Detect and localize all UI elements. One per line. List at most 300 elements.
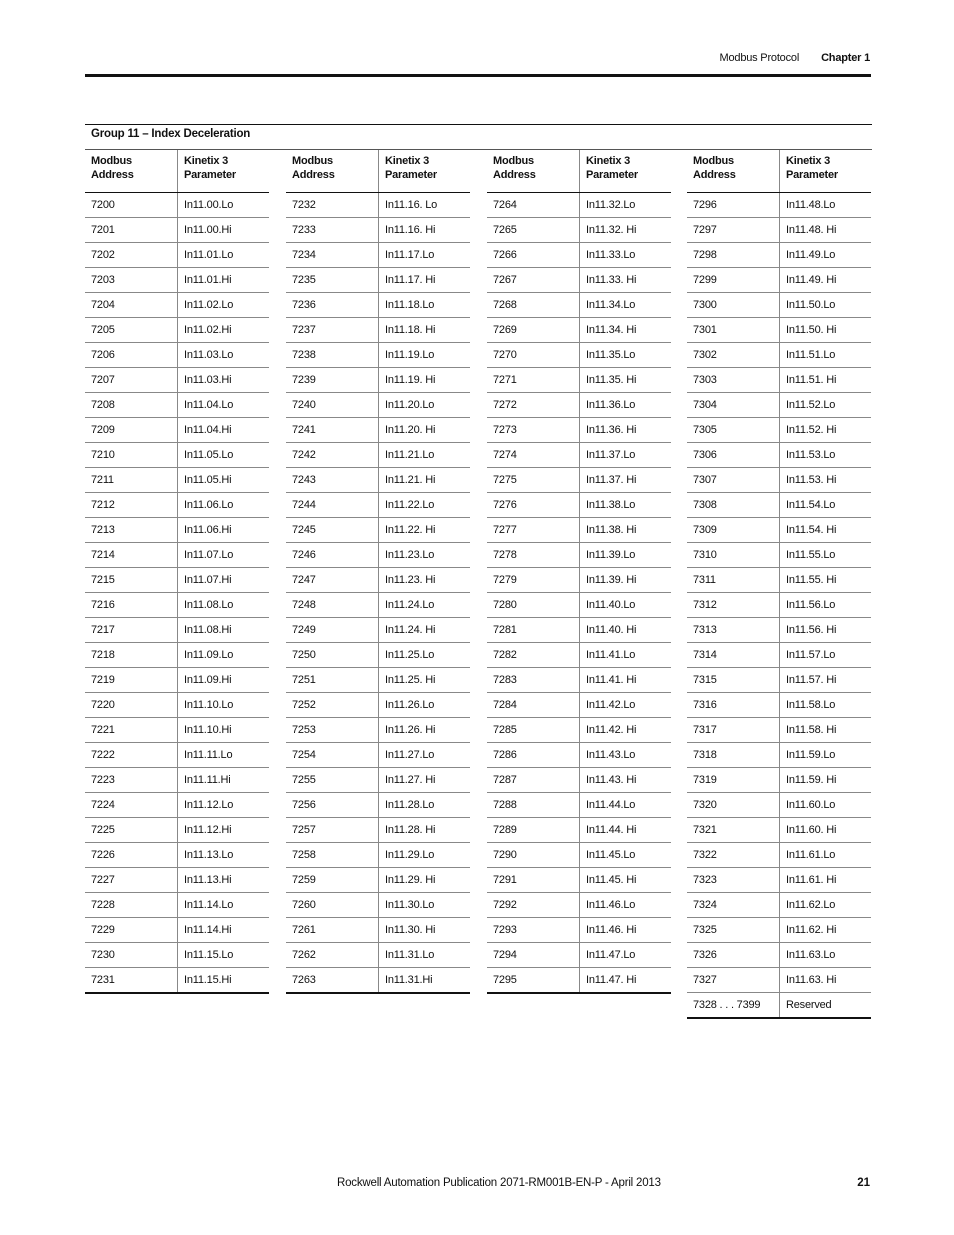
kinetix-parameter-cell: In11.44. Hi — [580, 818, 672, 843]
table-row — [85, 893, 269, 918]
modbus-address-cell: 7311 — [687, 568, 780, 593]
table-row — [286, 568, 470, 593]
kinetix-parameter-cell: In11.48. Hi — [780, 218, 872, 243]
table-row — [487, 443, 671, 468]
kinetix-parameter-cell: In11.04.Hi — [178, 418, 270, 443]
modbus-address-cell: 7235 — [286, 268, 379, 293]
table-row — [286, 693, 470, 718]
kinetix-parameter-cell: In11.38.Lo — [580, 493, 672, 518]
kinetix-parameter-cell: In11.30. Hi — [379, 918, 471, 943]
modbus-address-cell: 7216 — [85, 593, 178, 618]
table-row — [85, 443, 269, 468]
kinetix-parameter-cell: In11.50. Hi — [780, 318, 872, 343]
modbus-address-cell: 7265 — [487, 218, 580, 243]
table-row — [286, 893, 470, 918]
table-row — [487, 718, 671, 743]
modbus-address-cell: 7283 — [487, 668, 580, 693]
kinetix-parameter-cell: In11.16. Hi — [379, 218, 471, 243]
table-row — [85, 218, 269, 243]
table-row — [85, 643, 269, 668]
kinetix-parameter-cell: In11.10.Hi — [178, 718, 270, 743]
table-row — [286, 493, 470, 518]
modbus-address-cell: 7292 — [487, 893, 580, 918]
table-row — [286, 468, 470, 493]
kinetix-parameter-cell: In11.53. Hi — [780, 468, 872, 493]
kinetix-parameter-cell: In11.19. Hi — [379, 368, 471, 393]
modbus-address-cell: 7238 — [286, 343, 379, 368]
kinetix-parameter-cell: In11.32. Hi — [580, 218, 672, 243]
modbus-address-cell: 7237 — [286, 318, 379, 343]
table-row — [85, 193, 269, 218]
kinetix-parameter-cell: In11.41. Hi — [580, 668, 672, 693]
table-row — [85, 368, 269, 393]
table-row — [85, 468, 269, 493]
kinetix-parameter-cell: In11.58. Hi — [780, 718, 872, 743]
kinetix-parameter-cell: In11.46.Lo — [580, 893, 672, 918]
kinetix-parameter-cell: In11.14.Hi — [178, 918, 270, 943]
kinetix-parameter-cell: In11.07.Hi — [178, 568, 270, 593]
modbus-address-cell: 7236 — [286, 293, 379, 318]
table-row — [687, 868, 871, 893]
modbus-address-cell: 7244 — [286, 493, 379, 518]
table-row — [286, 818, 470, 843]
kinetix-parameter-cell: In11.40. Hi — [580, 618, 672, 643]
table-row — [487, 643, 671, 668]
table-row — [85, 268, 269, 293]
table-row — [687, 193, 871, 218]
kinetix-parameter-cell: In11.54.Lo — [780, 493, 872, 518]
modbus-address-cell: 7201 — [85, 218, 178, 243]
modbus-address-cell: 7280 — [487, 593, 580, 618]
modbus-address-cell: 7277 — [487, 518, 580, 543]
modbus-address-cell: 7231 — [85, 968, 178, 994]
table-row — [85, 293, 269, 318]
modbus-address-cell: 7219 — [85, 668, 178, 693]
modbus-address-cell: 7319 — [687, 768, 780, 793]
kinetix-parameter-cell: In11.08.Hi — [178, 618, 270, 643]
kinetix-parameter-cell: In11.35.Lo — [580, 343, 672, 368]
kinetix-parameter-cell: In11.29.Lo — [379, 843, 471, 868]
table-row — [487, 343, 671, 368]
modbus-address-cell: 7240 — [286, 393, 379, 418]
kinetix-parameter-cell: In11.13.Hi — [178, 868, 270, 893]
kinetix-parameter-cell: In11.59. Hi — [780, 768, 872, 793]
kinetix-parameter-cell: In11.51.Lo — [780, 343, 872, 368]
table-row — [487, 293, 671, 318]
kinetix-parameter-cell: In11.00.Lo — [178, 193, 270, 218]
table-row — [286, 243, 470, 268]
modbus-address-cell: 7328 . . . 7399 — [687, 993, 780, 1019]
modbus-address-cell: 7315 — [687, 668, 780, 693]
modbus-address-cell: 7217 — [85, 618, 178, 643]
modbus-address-cell: 7314 — [687, 643, 780, 668]
modbus-address-cell: 7255 — [286, 768, 379, 793]
header-kinetix-parameter: Kinetix 3 Parameter — [379, 150, 471, 193]
kinetix-parameter-cell: In11.39. Hi — [580, 568, 672, 593]
modbus-address-cell: 7317 — [687, 718, 780, 743]
kinetix-parameter-cell: In11.39.Lo — [580, 543, 672, 568]
running-header — [720, 52, 870, 64]
kinetix-parameter-cell: In11.49.Lo — [780, 243, 872, 268]
modbus-address-cell: 7295 — [487, 968, 580, 994]
modbus-address-cell: 7257 — [286, 818, 379, 843]
table-row — [687, 743, 871, 768]
table-row — [286, 418, 470, 443]
modbus-address-cell: 7281 — [487, 618, 580, 643]
table-column-group-2 — [286, 150, 470, 994]
kinetix-parameter-cell: In11.60. Hi — [780, 818, 872, 843]
table-row — [487, 968, 671, 994]
table-row — [487, 468, 671, 493]
kinetix-parameter-cell: In11.59.Lo — [780, 743, 872, 768]
kinetix-parameter-cell: In11.63. Hi — [780, 968, 872, 993]
table-row — [286, 543, 470, 568]
table-top-rule — [85, 124, 872, 125]
modbus-address-cell: 7284 — [487, 693, 580, 718]
modbus-address-cell: 7321 — [687, 818, 780, 843]
modbus-address-cell: 7241 — [286, 418, 379, 443]
modbus-address-cell: 7313 — [687, 618, 780, 643]
table-row — [85, 518, 269, 543]
modbus-address-cell: 7233 — [286, 218, 379, 243]
table-header-row — [487, 150, 671, 193]
table-row — [687, 943, 871, 968]
kinetix-parameter-cell: In11.03.Lo — [178, 343, 270, 368]
table-row — [85, 868, 269, 893]
kinetix-parameter-cell: In11.46. Hi — [580, 918, 672, 943]
table-column-group-4 — [687, 150, 871, 1019]
kinetix-parameter-cell: In11.35. Hi — [580, 368, 672, 393]
header-modbus-address: Modbus Address — [85, 150, 178, 193]
table-row — [85, 393, 269, 418]
modbus-address-cell: 7232 — [286, 193, 379, 218]
kinetix-parameter-cell: In11.31.Hi — [379, 968, 471, 994]
table-row — [85, 593, 269, 618]
table-row — [85, 743, 269, 768]
kinetix-parameter-cell: In11.12.Lo — [178, 793, 270, 818]
modbus-address-cell: 7301 — [687, 318, 780, 343]
kinetix-parameter-cell: In11.33. Hi — [580, 268, 672, 293]
modbus-address-cell: 7275 — [487, 468, 580, 493]
modbus-address-cell: 7230 — [85, 943, 178, 968]
page-number: 21 — [857, 1177, 870, 1189]
parameter-table — [687, 150, 871, 1019]
footer-publication: Rockwell Automation Publication 2071-RM001B-EN-P - April 2013 — [337, 1177, 661, 1189]
table-row — [487, 268, 671, 293]
table-row — [85, 968, 269, 994]
kinetix-parameter-cell: In11.29. Hi — [379, 868, 471, 893]
modbus-address-cell: 7320 — [687, 793, 780, 818]
table-row — [286, 393, 470, 418]
kinetix-parameter-cell: In11.09.Lo — [178, 643, 270, 668]
kinetix-parameter-cell: In11.32.Lo — [580, 193, 672, 218]
table-row — [286, 318, 470, 343]
modbus-address-cell: 7282 — [487, 643, 580, 668]
modbus-address-cell: 7223 — [85, 768, 178, 793]
modbus-address-cell: 7261 — [286, 918, 379, 943]
table-row — [286, 743, 470, 768]
modbus-address-cell: 7285 — [487, 718, 580, 743]
kinetix-parameter-cell: In11.61. Hi — [780, 868, 872, 893]
table-row — [487, 843, 671, 868]
kinetix-parameter-cell: In11.11.Hi — [178, 768, 270, 793]
kinetix-parameter-cell: In11.10.Lo — [178, 693, 270, 718]
table-row — [286, 643, 470, 668]
modbus-address-cell: 7205 — [85, 318, 178, 343]
kinetix-parameter-cell: In11.50.Lo — [780, 293, 872, 318]
modbus-address-cell: 7258 — [286, 843, 379, 868]
modbus-address-cell: 7208 — [85, 393, 178, 418]
table-row — [687, 893, 871, 918]
modbus-address-cell: 7206 — [85, 343, 178, 368]
modbus-address-cell: 7209 — [85, 418, 178, 443]
table-row — [85, 493, 269, 518]
table-row — [687, 918, 871, 943]
kinetix-parameter-cell: In11.57. Hi — [780, 668, 872, 693]
table-row — [487, 368, 671, 393]
kinetix-parameter-cell: In11.17.Lo — [379, 243, 471, 268]
modbus-address-cell: 7221 — [85, 718, 178, 743]
table-row — [687, 593, 871, 618]
modbus-address-cell: 7325 — [687, 918, 780, 943]
kinetix-parameter-cell: In11.05.Hi — [178, 468, 270, 493]
kinetix-parameter-cell: In11.24.Lo — [379, 593, 471, 618]
kinetix-parameter-cell: In11.51. Hi — [780, 368, 872, 393]
kinetix-parameter-cell: In11.21. Hi — [379, 468, 471, 493]
modbus-address-cell: 7323 — [687, 868, 780, 893]
modbus-address-cell: 7202 — [85, 243, 178, 268]
modbus-address-cell: 7262 — [286, 943, 379, 968]
kinetix-parameter-cell: In11.20.Lo — [379, 393, 471, 418]
kinetix-parameter-cell: In11.42.Lo — [580, 693, 672, 718]
header-modbus-address: Modbus Address — [687, 150, 780, 193]
table-row — [286, 868, 470, 893]
kinetix-parameter-cell: In11.05.Lo — [178, 443, 270, 468]
table-row — [85, 693, 269, 718]
kinetix-parameter-cell: In11.20. Hi — [379, 418, 471, 443]
kinetix-parameter-cell: In11.09.Hi — [178, 668, 270, 693]
table-row — [487, 793, 671, 818]
kinetix-parameter-cell: In11.25. Hi — [379, 668, 471, 693]
kinetix-parameter-cell: In11.14.Lo — [178, 893, 270, 918]
table-row — [85, 618, 269, 643]
modbus-address-cell: 7210 — [85, 443, 178, 468]
table-row — [687, 393, 871, 418]
modbus-address-cell: 7309 — [687, 518, 780, 543]
table-row — [687, 518, 871, 543]
modbus-address-cell: 7322 — [687, 843, 780, 868]
kinetix-parameter-cell: In11.21.Lo — [379, 443, 471, 468]
table-row — [487, 193, 671, 218]
kinetix-parameter-cell: In11.25.Lo — [379, 643, 471, 668]
table-row — [286, 218, 470, 243]
modbus-address-cell: 7274 — [487, 443, 580, 468]
parameter-table — [487, 150, 671, 994]
modbus-address-cell: 7271 — [487, 368, 580, 393]
table-row — [286, 618, 470, 643]
table-header-row — [85, 150, 269, 193]
kinetix-parameter-cell: In11.06.Lo — [178, 493, 270, 518]
modbus-address-cell: 7276 — [487, 493, 580, 518]
table-row — [85, 568, 269, 593]
table-row — [286, 518, 470, 543]
modbus-address-cell: 7327 — [687, 968, 780, 993]
table-row — [286, 193, 470, 218]
table-row — [487, 243, 671, 268]
kinetix-parameter-cell: In11.06.Hi — [178, 518, 270, 543]
kinetix-parameter-cell: In11.42. Hi — [580, 718, 672, 743]
modbus-address-cell: 7296 — [687, 193, 780, 218]
modbus-address-cell: 7267 — [487, 268, 580, 293]
kinetix-parameter-cell: In11.44.Lo — [580, 793, 672, 818]
modbus-address-cell: 7308 — [687, 493, 780, 518]
kinetix-parameter-cell: In11.16. Lo — [379, 193, 471, 218]
kinetix-parameter-cell: In11.22.Lo — [379, 493, 471, 518]
table-row — [487, 943, 671, 968]
table-row — [487, 593, 671, 618]
kinetix-parameter-cell: In11.26.Lo — [379, 693, 471, 718]
kinetix-parameter-cell: In11.23.Lo — [379, 543, 471, 568]
kinetix-parameter-cell: In11.63.Lo — [780, 943, 872, 968]
chapter-label: Chapter 1 — [821, 52, 870, 64]
table-row — [286, 443, 470, 468]
kinetix-parameter-cell: In11.22. Hi — [379, 518, 471, 543]
table-row — [85, 843, 269, 868]
modbus-address-cell: 7297 — [687, 218, 780, 243]
kinetix-parameter-cell: In11.31.Lo — [379, 943, 471, 968]
table-row — [687, 768, 871, 793]
table-row — [487, 893, 671, 918]
modbus-address-cell: 7229 — [85, 918, 178, 943]
table-column-group-1 — [85, 150, 269, 994]
modbus-address-cell: 7242 — [286, 443, 379, 468]
modbus-address-cell: 7246 — [286, 543, 379, 568]
table-row — [687, 468, 871, 493]
table-row — [687, 643, 871, 668]
table-row — [286, 943, 470, 968]
table-row — [687, 318, 871, 343]
kinetix-parameter-cell: In11.36. Hi — [580, 418, 672, 443]
kinetix-parameter-cell: In11.00.Hi — [178, 218, 270, 243]
kinetix-parameter-cell: In11.18.Lo — [379, 293, 471, 318]
kinetix-parameter-cell: In11.38. Hi — [580, 518, 672, 543]
table-row — [85, 668, 269, 693]
modbus-address-cell: 7290 — [487, 843, 580, 868]
modbus-address-cell: 7226 — [85, 843, 178, 868]
kinetix-parameter-cell: In11.18. Hi — [379, 318, 471, 343]
table-row — [487, 693, 671, 718]
kinetix-parameter-cell: In11.15.Hi — [178, 968, 270, 994]
header-rule — [85, 74, 871, 77]
table-row — [286, 268, 470, 293]
kinetix-parameter-cell: In11.49. Hi — [780, 268, 872, 293]
table-row — [487, 818, 671, 843]
table-row — [487, 418, 671, 443]
modbus-address-cell: 7247 — [286, 568, 379, 593]
kinetix-parameter-cell: In11.01.Lo — [178, 243, 270, 268]
table-row — [85, 318, 269, 343]
table-row — [85, 418, 269, 443]
section-name: Modbus Protocol — [719, 52, 800, 64]
table-row — [286, 843, 470, 868]
modbus-address-cell: 7225 — [85, 818, 178, 843]
modbus-address-cell: 7289 — [487, 818, 580, 843]
modbus-address-cell: 7287 — [487, 768, 580, 793]
table-row — [487, 218, 671, 243]
kinetix-parameter-cell: Reserved — [780, 993, 872, 1019]
modbus-address-cell: 7294 — [487, 943, 580, 968]
modbus-address-cell: 7286 — [487, 743, 580, 768]
kinetix-parameter-cell: In11.24. Hi — [379, 618, 471, 643]
header-kinetix-parameter: Kinetix 3 Parameter — [580, 150, 672, 193]
table-row — [286, 593, 470, 618]
modbus-address-cell: 7268 — [487, 293, 580, 318]
table-row — [85, 768, 269, 793]
modbus-address-cell: 7220 — [85, 693, 178, 718]
table-row — [286, 668, 470, 693]
kinetix-parameter-cell: In11.34.Lo — [580, 293, 672, 318]
kinetix-parameter-cell: In11.47. Hi — [580, 968, 672, 994]
kinetix-parameter-cell: In11.27.Lo — [379, 743, 471, 768]
table-row — [687, 668, 871, 693]
modbus-address-cell: 7256 — [286, 793, 379, 818]
modbus-address-cell: 7273 — [487, 418, 580, 443]
modbus-address-cell: 7272 — [487, 393, 580, 418]
table-header-row — [687, 150, 871, 193]
modbus-address-cell: 7222 — [85, 743, 178, 768]
table-row — [687, 218, 871, 243]
modbus-address-cell: 7293 — [487, 918, 580, 943]
kinetix-parameter-cell: In11.17. Hi — [379, 268, 471, 293]
kinetix-parameter-cell: In11.56. Hi — [780, 618, 872, 643]
parameter-table — [286, 150, 470, 994]
table-row — [286, 918, 470, 943]
kinetix-parameter-cell: In11.47.Lo — [580, 943, 672, 968]
table-row — [687, 418, 871, 443]
table-row — [487, 543, 671, 568]
modbus-address-cell: 7260 — [286, 893, 379, 918]
modbus-address-cell: 7304 — [687, 393, 780, 418]
modbus-address-cell: 7269 — [487, 318, 580, 343]
modbus-address-cell: 7249 — [286, 618, 379, 643]
table-title: Group 11 – Index Deceleration — [91, 128, 251, 140]
kinetix-parameter-cell: In11.04.Lo — [178, 393, 270, 418]
table-row — [487, 868, 671, 893]
modbus-address-cell: 7239 — [286, 368, 379, 393]
table-row — [286, 793, 470, 818]
table-row — [85, 343, 269, 368]
modbus-address-cell: 7307 — [687, 468, 780, 493]
kinetix-parameter-cell: In11.55.Lo — [780, 543, 872, 568]
table-row — [487, 518, 671, 543]
kinetix-parameter-cell: In11.15.Lo — [178, 943, 270, 968]
modbus-address-cell: 7215 — [85, 568, 178, 593]
kinetix-parameter-cell: In11.28. Hi — [379, 818, 471, 843]
table-row — [687, 993, 871, 1019]
kinetix-parameter-cell: In11.52.Lo — [780, 393, 872, 418]
kinetix-parameter-cell: In11.03.Hi — [178, 368, 270, 393]
kinetix-parameter-cell: In11.62.Lo — [780, 893, 872, 918]
table-row — [286, 343, 470, 368]
kinetix-parameter-cell: In11.02.Lo — [178, 293, 270, 318]
modbus-address-cell: 7299 — [687, 268, 780, 293]
table-row — [286, 768, 470, 793]
modbus-address-cell: 7291 — [487, 868, 580, 893]
table-row — [286, 968, 470, 994]
modbus-address-cell: 7263 — [286, 968, 379, 994]
table-row — [687, 568, 871, 593]
modbus-address-cell: 7303 — [687, 368, 780, 393]
